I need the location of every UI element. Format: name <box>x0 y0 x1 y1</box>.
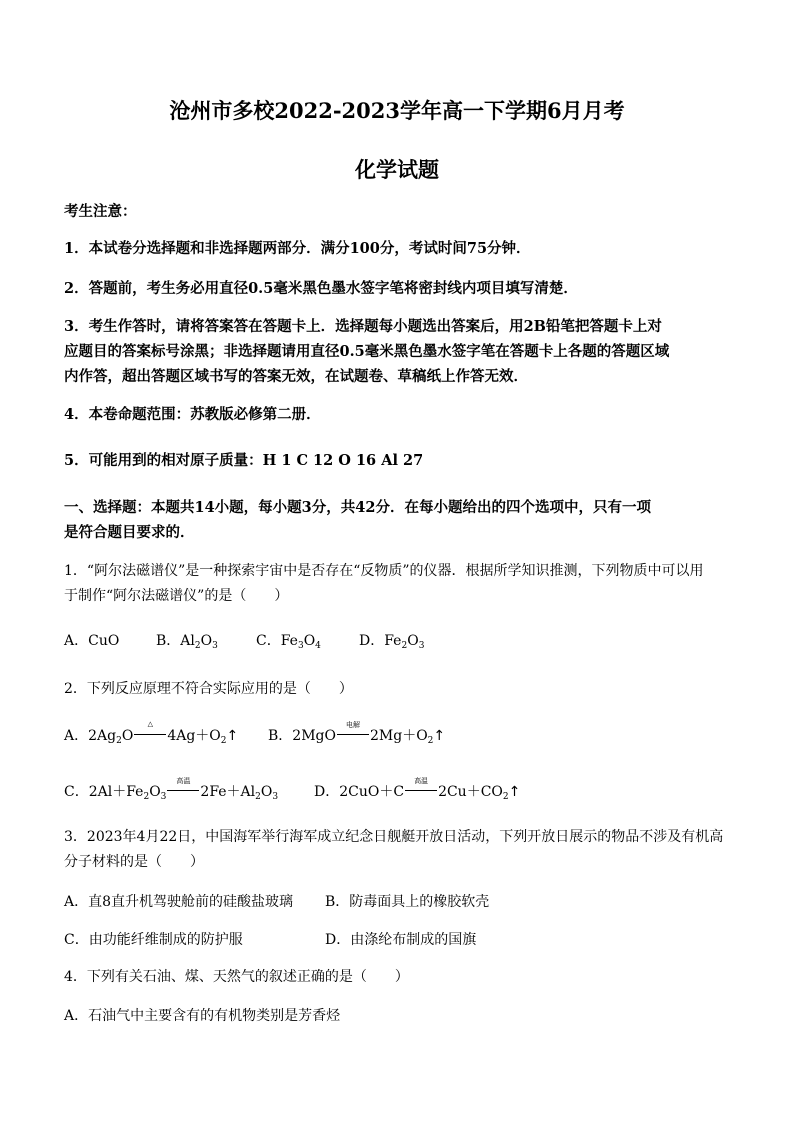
high-temp-condition-label: 高温 <box>414 777 429 785</box>
q3-option-c: C．由功能纤维制成的防护服 <box>64 932 243 948</box>
notice-item-2: 2．答题前，考生务必用直径0.5毫米黑色墨水签字笔将密封线内项目填写清楚． <box>64 280 578 297</box>
q1-option-c: C．$Fe_3O_4$ <box>256 633 321 651</box>
notice-item-4: 4．本卷命题范围：苏教版必修第二册． <box>64 406 321 423</box>
high-temp-condition-label: 高温 <box>176 777 191 785</box>
section1-heading-line1: 一、选择题：本题共14小题，每小题3分，共42分．在每小题给出的四个选项中，只有一项 <box>64 499 651 516</box>
q3-option-d: D．由涤纶布制成的国旗 <box>325 932 477 948</box>
q3-stem-line1: 3．2023年4月22日，中国海军举行海军成立纪念日舰艇开放日活动，下列开放日展示的物品不涉及有机高 <box>64 829 724 845</box>
q1-options <box>64 630 424 650</box>
q2-option-a: A．$2Ag_2O$ △ $4Ag+O_2↑$ <box>64 720 239 746</box>
q2-option-b: B．2MgO 电解 $2Mg+O_2↑$ <box>268 721 446 746</box>
q1-option-a: A．CuO <box>64 633 120 649</box>
q1-stem-line2: 于制作“阿尔法磁谱仪”的是（ ） <box>64 588 289 604</box>
notice-item-3-line1: 3．考生作答时，请将答案答在答题卡上．选择题每小题选出答案后，用2B铅笔把答题卡上对 <box>64 318 662 335</box>
q4-option-a: A．石油气中主要含有的有机物类别是芳香烃 <box>64 1008 341 1024</box>
section1-heading-line2: 是符合题目要求的． <box>64 524 195 541</box>
notice-heading: 考生注意： <box>64 203 137 220</box>
heat-condition-label: △ <box>147 720 154 728</box>
q3-stem-line2: 分子材料的是（ ） <box>64 854 204 870</box>
q1-option-d: D．$Fe_2O_3$ <box>359 633 425 651</box>
electrolysis-condition-label: 电解 <box>345 721 360 729</box>
notice-item-5: 5．可能用到的相对原子质量：H 1 C 12 O 16 Al 27 <box>64 452 424 469</box>
q2-option-d: D．2CuO＋C 高温 $2Cu+CO_2↑$ <box>314 777 521 802</box>
q2-stem: 2．下列反应原理不符合实际应用的是（ ） <box>64 681 353 697</box>
q1-option-b: B．$Al_2O_3$ <box>156 633 218 651</box>
q1-stem-line1: 1．“阿尔法磁谱仪”是一种探索宇宙中是否存在“反物质”的仪器．根据所学知识推测，下列物质中可以用 <box>64 563 704 579</box>
q4-stem: 4．下列有关石油、煤、天然气的叙述正确的是（ ） <box>64 969 409 985</box>
notice-item-3-line2: 应题目的答案标号涂黑；非选择题请用直径0.5毫米黑色墨水签字笔在答题卡上各题的答题区域 <box>64 343 670 360</box>
q3-option-b: B．防毒面具上的橡胶软壳 <box>325 894 490 910</box>
notice-item-3-line3: 内作答，超出答题区域书写的答案无效，在试题卷、草稿纸上作答无效． <box>64 368 528 385</box>
exam-title: 沧州市多校2022-2023学年高一下学期6月月考 <box>169 98 625 123</box>
q2-option-c: C．$2Al+Fe_2O_3$ 高温 $2Fe+Al_2O_3$ <box>64 777 279 802</box>
notice-item-1: 1．本试卷分选择题和非选择题两部分．满分100分，考试时间75分钟． <box>64 240 531 257</box>
q3-option-a: A．直8直升机驾驶舱前的硅酸盐玻璃 <box>64 894 294 910</box>
exam-subtitle: 化学试题 <box>355 157 439 182</box>
